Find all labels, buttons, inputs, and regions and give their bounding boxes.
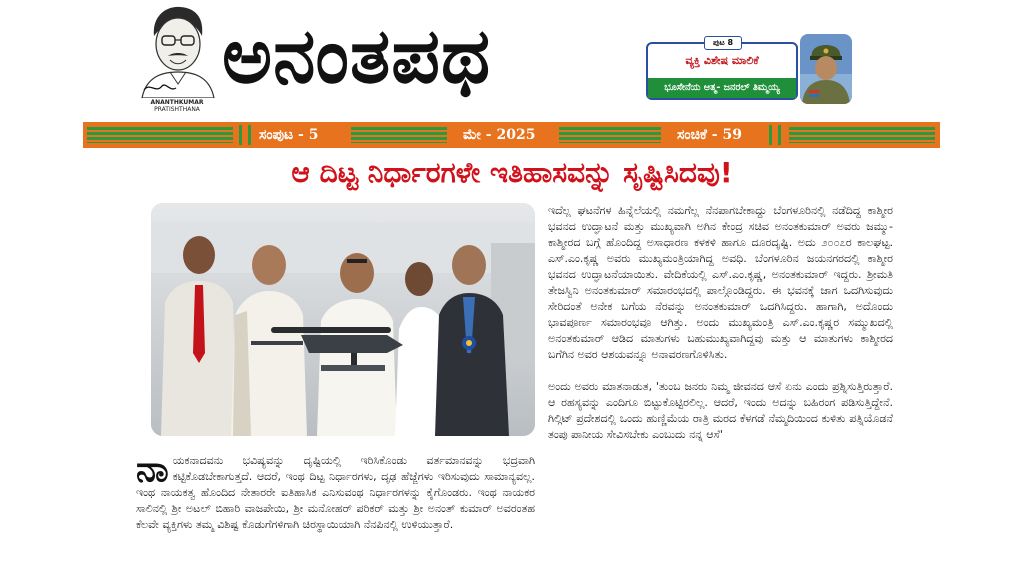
band-stripes: [351, 127, 447, 143]
event-photo: [151, 203, 535, 436]
band-divider: [239, 125, 251, 145]
article-headline: ಆ ದಿಟ್ಟ ನಿರ್ಧಾರಗಳೇ ಇತಿಹಾಸವನ್ನು ಸೃಷ್ಟಿಸಿದವು!: [291, 156, 733, 189]
event-photo-scene: [151, 203, 535, 436]
article-paragraph: ಅಂದು ಅವರು ಮಾತನಾಡುತ, 'ತುಂಬ ಜನರು ನಿಮ್ಮ ಜೀವನದ ಆಸೆ ಏನು ಎಂದು ಪ್ರಶ್ನಿಸುತ್ತಿರುತ್ತಾರೆ. ಆ ರಹಸ್ಯವನ್ನು ಎಂದಿಗೂ ಬಿಟ್ಟುಕೊಟ್ಟಿರಲಿಲ್ಲ. ಆದರೆ, ಇಂದು ಅದನ್ನು ಬಹಿರಂಗ ಪಡಿಸುತ್ತಿದ್ದೇನೆ. ಗಿಲ್ಗಿಟ್ ಪ್ರದೇಶದಲ್ಲಿ ಒಂದು ಹುಣ್ಣಿಮೆಯ ರಾತ್ರಿ ಮರದ ಕೆಳಗಡೆ ನೆಮ್ಮದಿಯಿಂದ ಕುಳಿತು ಪತ್ನಿಯೊಡನೆ ತಂಪು ಪಾನೀಯ ಸೇವಿಸಬೇಕು ಎಂಬುದು ನನ್ನ ಆಸೆ': [548, 380, 893, 441]
drop-cap: ನಾ: [136, 449, 169, 490]
issue-label: ಸಂಚಿಕೆ - 59: [677, 127, 742, 143]
article-paragraph: ಇದೆಲ್ಲ ಘಟನೆಗಳ ಹಿನ್ನೆಲೆಯಲ್ಲಿ ನಮಗೆಲ್ಲ ನೆನಪಾಗಬೇಕಾದ್ದು ಬೆಂಗಳೂರಿನಲ್ಲಿ ನಡೆದಿದ್ದ ಕಾಶ್ಮೀರ ಭವನದ ಉದ್ಘಾಟನೆ ಮತ್ತು ಮುಖ್ಯವಾಗಿ ಅಗಿನ ಕೇಂದ್ರ ಸಚಿವ ಅನಂತಕುಮಾರ್ ಅವರು ಜಮ್ಮು-ಕಾಶ್ಮೀರದ ಬಗ್ಗೆ ಹೊಂದಿದ್ದ ಅಸಾಧಾರಣ ಕಳಕಳಿ ಹಾಗೂ ದೂರದೃಷ್ಟಿ. ಅದು ೨೦೦೭ರ ಕಾಲಘಟ್ಟ. ಎಸ್.ಎಂ.ಕೃಷ್ಣ ಅವರು ಮುಖ್ಯಮಂತ್ರಿಯಾಗಿದ್ದ ಅವಧಿ. ಬೆಂಗಳೂರಿನ ಜಯನಗರದಲ್ಲಿ ಕಾಶ್ಮೀರ ಭವನದ ಉದ್ಘಾಟನೆಯಾಯಿತು. ವೇದಿಕೆಯಲ್ಲಿ ಎಸ್.ಎಂ.ಕೃಷ್ಣ, ಅನಂತಕುಮಾರ್ ಇದ್ದರು. ಶ್ರೀಮತಿ ತೇಜಸ್ವಿನಿ ಅನಂತಕುಮಾರ್ ಸಮಾರಂಭದಲ್ಲಿ ಪಾಲ್ಗೊಂಡಿದ್ದರು. ಈ ಭವನಕ್ಕೆ ಜಾಗ ಒದಗಿಸುವುದು ಸೇರಿದಂತೆ ಅನೇಕ ಬಗೆಯ ನೆರವನ್ನು ಅನಂತಕುಮಾರ್ ಒದಗಿಸಿದ್ದರು. ಹಾಗಾಗಿ, ಅದೊಂದು ಭಾವಪೂರ್ಣ ಸಮಾರಂಭವೂ ಆಗಿತ್ತು. ಅಂದು ಮುಖ್ಯಮಂತ್ರಿ ಎಸ್.ಎಂ.ಕೃಷ್ಣರ ಸಮ್ಮುಖದಲ್ಲಿ ಅನಂತಕುಮಾರ್ ಆಡಿದ ಮಾತುಗಳು ಬಹುಮುಖ್ಯವಾಗಿದ್ದವು ಮತ್ತು ಆ ಮಾತುಗಳು ಕಾಶ್ಮೀರದ ಬಗೆಗಿನ ಅವರ ಆಶಯವನ್ನೂ ಅನಾವರಣಗೊಳಿಸಿತು.: [548, 204, 893, 361]
series-title: ವ್ಯಕ್ತಿ ವಿಶೇಷ ಮಾಲಿಕೆ: [685, 54, 759, 67]
portrait-caption: [136, 99, 218, 113]
page-tag: ಪುಟ 8: [704, 36, 742, 50]
article-column-right: [548, 203, 893, 443]
volume-label: ಸಂಪುಟ - 5: [259, 127, 319, 143]
date-label: ಮೇ - 2025: [463, 127, 536, 143]
founder-portrait-illustration: [136, 2, 218, 98]
general-portrait-image: [800, 34, 852, 104]
caption-line-2: PRATISHTHANA: [154, 106, 200, 113]
band-stripes-left: [87, 127, 233, 143]
issue-info-band: [83, 122, 940, 148]
article-paragraph: ಯಕನಾದವನು ಭವಿಷ್ಯವನ್ನು ದೃಷ್ಟಿಯಲ್ಲಿ ಇರಿಸಿಕೊಂಡು ವರ್ತಮಾನವನ್ನು ಭದ್ರವಾಗಿ ಕಟ್ಟಿಕೊಡಬೇಕಾಗುತ್ತದೆ. ಆದರೆ, ಇಂಥ ದಿಟ್ಟ ನಿರ್ಧಾರಗಳು, ದೃಢ ಹೆಜ್ಜೆಗಳು ಇರಿಸುವುದು ಸಾಮಾನ್ಯವಲ್ಲ. ಇಂಥ ನಾಯಕತ್ವ ಹೊಂದಿದ ನೇತಾರರೇ ಐತಿಹಾಸಿಕ ಎನಿಸುವಂಥ ನಿರ್ಧಾರಗಳನ್ನು ಕೈಗೊಂಡರು. ಇಂಥ ನಾಯಕರ ಸಾಲಿನಲ್ಲಿ ಶ್ರೀ ಅಟಲ್ ಬಿಹಾರಿ ವಾಜಪೇಯಿ, ಶ್ರೀ ಮನೋಹರ್ ಪರಿಕರ್ ಮತ್ತು ಶ್ರೀ ಅನಂತ್ ಕುಮಾರ್ ಅವರಂತಹ ಕೆಲವೇ ವ್ಯಕ್ತಿಗಳು ತಮ್ಮ ವಿಶಿಷ್ಟ ಕೊಡುಗೆಗಳಿಗಾಗಿ ಚಿರಸ್ಥಾಯಿಯಾಗಿ ನೆನಪಿನಲ್ಲಿ ಉಳಿಯುತ್ತಾರೆ.: [136, 454, 535, 531]
feature-promo-box[interactable]: [646, 38, 798, 100]
caption-line-1: ANANTHKUMAR: [150, 99, 204, 106]
band-divider: [769, 125, 781, 145]
band-stripes-right: [789, 127, 935, 143]
feature-subject: ಭೂಸೇನೆಯ ಆತ್ಮ- ಜನರಲ್ ತಿಮ್ಮಯ್ಯ: [648, 78, 796, 98]
article-column-left: [136, 449, 535, 533]
newspaper-title: ಅನಂತಪಥ: [222, 11, 492, 100]
band-stripes: [559, 127, 661, 143]
founder-portrait: [136, 2, 218, 118]
